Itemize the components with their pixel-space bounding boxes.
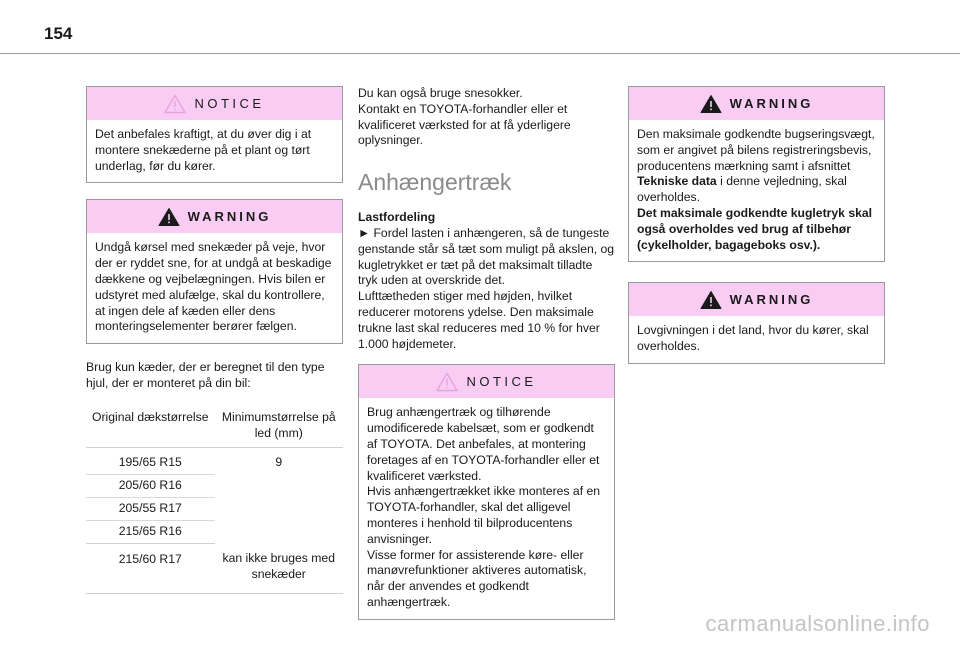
notice-heading: NOTICE xyxy=(194,96,265,111)
table-header-tire-size: Original dækstørrelse xyxy=(86,404,215,448)
warning-heading: WARNING xyxy=(729,292,814,308)
warning-header xyxy=(87,200,342,233)
load-distribution xyxy=(358,210,615,352)
notice-text: Brug anhængertræk og tilhørende umodificerede kabelsæt, som er godkendt af TOYOTA. Det anbefales, at montering foretages af en TOYOTA-forhandler eller et kvalificeret værksted. xyxy=(367,405,600,483)
table-cell-tire-size: 205/60 R16 xyxy=(86,475,215,498)
warning-header xyxy=(629,87,884,120)
warning-box xyxy=(628,86,885,262)
column-3 xyxy=(628,86,885,380)
warning-text-part: Den maksimale godkendte bugseringsvægt, som er angivet på bilens registreringsbevis, producentens mærkning samt i afsnittet xyxy=(637,127,875,173)
table-cell-link-size: 9 xyxy=(275,455,283,470)
notice-box xyxy=(86,86,343,183)
chains-intro-text: Brug kun kæder, der er beregnet til den type hjul, der er monteret på din bil: xyxy=(86,360,325,390)
warning-text: Lovgivningen i det land, hvor du kører, skal overholdes. xyxy=(637,323,869,354)
notice-text: Hvis anhængertrækket ikke monteres af en TOYOTA-forhandler, skal det alligevel monteres i henhold til bilproducentens anvisninger. xyxy=(367,484,601,546)
notice-header xyxy=(87,87,342,120)
warning-triangle-icon xyxy=(158,207,180,227)
warning-box xyxy=(628,282,885,364)
snow-socks-line: Du kan også bruge snesokker. xyxy=(358,86,523,100)
warning-bold-text: Det maksimale godkendte kugletryk skal også overholdes ved brug af tilbehør (cykelholder, bagageboks osv.). xyxy=(637,205,873,252)
table-header-min-link-size: Minimumstørrelse på led (mm) xyxy=(215,404,344,448)
bullet-item xyxy=(358,226,615,289)
warning-heading: WARNING xyxy=(187,209,272,225)
table-cell-tire-size: 215/60 R17 xyxy=(86,543,215,593)
warning-heading: WARNING xyxy=(729,96,814,111)
warning-text-part: i denne vejledning, skal overholdes. xyxy=(637,174,847,205)
column-2 xyxy=(358,86,615,636)
notice-body xyxy=(87,120,342,182)
watermark: carmanualsonline.info xyxy=(705,611,930,636)
notice-header xyxy=(359,365,614,398)
dealer-contact-line: Kontakt en TOYOTA-forhandler eller et kvalificeret værksted for at få yderligere oplysninger. xyxy=(358,101,571,148)
warning-body xyxy=(87,233,342,343)
chains-intro xyxy=(86,360,343,392)
column-1 xyxy=(86,86,343,594)
notice-text: Visse former for assisterende køre- eller manøvrefunktioner aktiveres automatisk, når der anvendes et godkendt anhængertræk. xyxy=(367,547,587,609)
warning-text: Undgå kørsel med snekæder på veje, hvor der er ryddet sne, for at undgå at beskadige dækkene og vejbelægningen. Hvis bilen er udstyret med alufælge, skal du kontrollere, at ingen dele af kæden eller dens monteringselementer berører fælgen. xyxy=(95,240,332,334)
notice-heading: NOTICE xyxy=(466,374,537,390)
warning-triangle-outline-icon xyxy=(436,372,458,392)
notice-body xyxy=(359,398,614,618)
bullet-text: Fordel lasten i anhængeren, så de tungeste genstande står så tæt som muligt på akslen, og kugletrykket er tæt på det maksimalt tilladte tryk uden at overskride det. xyxy=(358,225,615,288)
page-number: 154 xyxy=(44,24,73,43)
technical-data-ref: Tekniske data xyxy=(637,174,717,189)
section-title: Anhængertræk xyxy=(358,169,512,196)
table-row xyxy=(86,543,343,593)
altitude-paragraph: Lufttætheden stiger med højden, hvilket reducerer motorens ydelse. Den maksimale trukne last skal reduceres med 10 % for hver 1.000 højdemeter. xyxy=(358,289,600,351)
snow-socks-text xyxy=(358,86,615,149)
table-cell-tire-size: 205/55 R17 xyxy=(86,497,215,520)
notice-box xyxy=(358,364,615,619)
table-header-row xyxy=(86,404,343,448)
warning-body xyxy=(629,316,884,363)
table-cell-link-size: kan ikke bruges med snekæder xyxy=(215,543,344,593)
table-cell-tire-size: 195/65 R15 xyxy=(86,448,215,475)
warning-triangle-icon xyxy=(700,94,722,114)
warning-text xyxy=(637,127,876,206)
bullet-arrow-icon: ► xyxy=(358,225,371,240)
subheading: Lastfordeling xyxy=(358,210,436,225)
notice-text: Det anbefales kraftigt, at du øver dig i at montere snekæderne på et plant og tørt underlag, før du kører. xyxy=(95,127,312,173)
warning-box xyxy=(86,199,343,344)
table-row xyxy=(86,448,343,475)
warning-triangle-icon xyxy=(700,290,722,310)
warning-body xyxy=(629,120,884,261)
tire-chain-table xyxy=(86,404,343,594)
table-cell-tire-size: 215/65 R16 xyxy=(86,520,215,543)
warning-header xyxy=(629,283,884,316)
top-rule xyxy=(0,53,960,54)
warning-triangle-outline-icon xyxy=(164,94,186,114)
